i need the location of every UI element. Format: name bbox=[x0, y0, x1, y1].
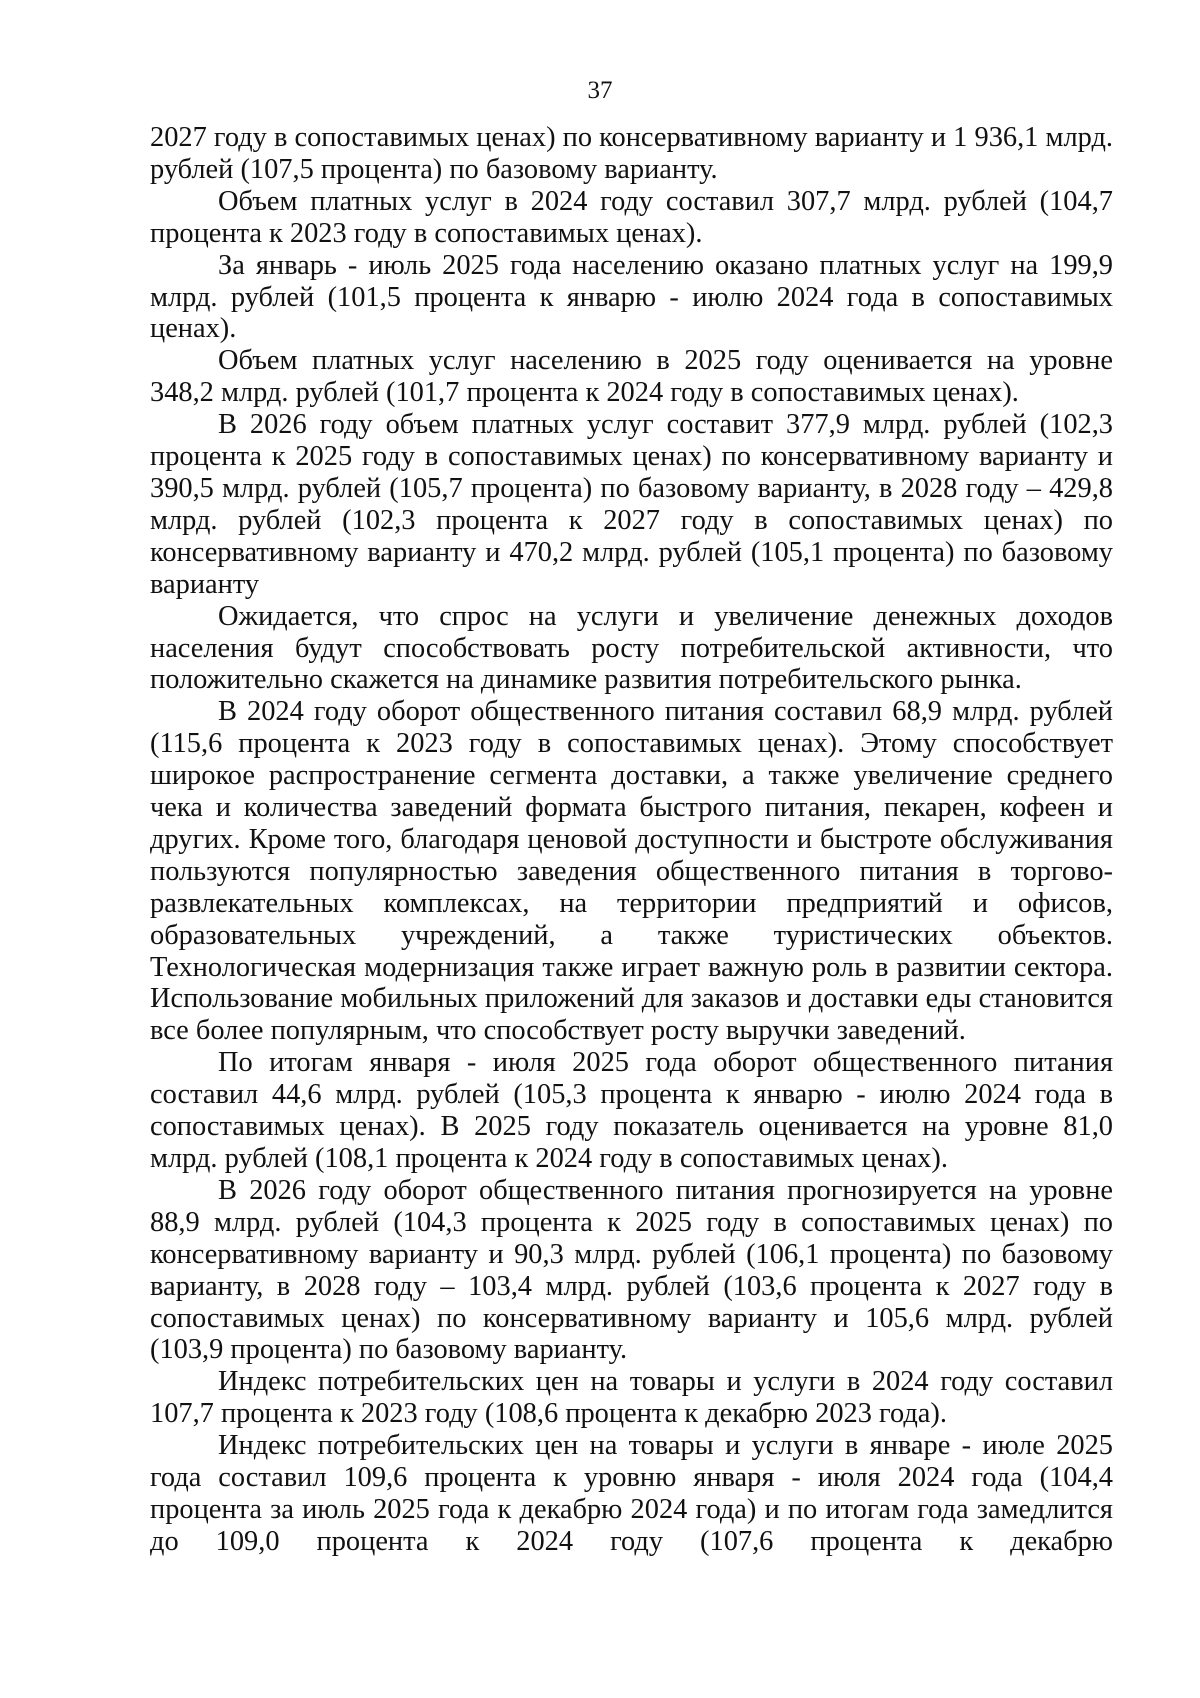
paragraph-paid-services-2025-estimate: Объем платных услуг населению в 2025 году оценивается на уровне 348,2 млрд. рублей (101,7 процента к 2024 году в сопоставимых ценах). bbox=[150, 345, 1113, 409]
paragraph-paid-services-jan-jul-2025: За январь - июль 2025 года населению оказано платных услуг на 199,9 млрд. рублей (101,5 процента к январю - июлю 2024 года в сопоставимых ценах). bbox=[150, 249, 1113, 345]
paragraph-catering-jan-jul-2025: По итогам января - июля 2025 года оборот общественного питания составил 44,6 млрд. рублей (105,3 процента к январю - июлю 2024 года в сопоставимых ценах). В 2025 году показатель оценивается на уровне 81,0 млрд. рублей (108,1 процента к 2024 году в сопоставимых ценах). bbox=[150, 1047, 1113, 1174]
paragraph-consumer-activity: Ожидается, что спрос на услуги и увеличение денежных доходов населения будут способствовать росту потребительской активности, что положительно скажется на динамике развития потребительского рынка. bbox=[150, 600, 1113, 696]
paragraph-paid-services-2024: Объем платных услуг в 2024 году составил 307,7 млрд. рублей (104,7 процента к 2023 году в сопоставимых ценах). bbox=[150, 185, 1113, 249]
paragraph-paid-services-forecast: В 2026 году объем платных услуг составит 377,9 млрд. рублей (102,3 процента к 2025 году в сопоставимых ценах) по консервативному варианту и 390,5 млрд. рублей (105,7 процента) по базовому варианту, в 2028 году – 429,8 млрд. рублей (102,3 процента к 2027 году в сопоставимых ценах) по консервативному варианту и 470,2 млрд. рублей (105,1 процента) по базовому варианту bbox=[150, 409, 1113, 600]
paragraph-cpi-2024: Индекс потребительских цен на товары и услуги в 2024 году составил 107,7 процента к 2023 году (108,6 процента к декабрю 2023 года). bbox=[150, 1366, 1113, 1430]
document-body bbox=[150, 122, 1113, 1558]
paragraph-continuation: 2027 году в сопоставимых ценах) по консервативному варианту и 1 936,1 млрд. рублей (107,5 процента) по базовому варианту. bbox=[150, 122, 1113, 185]
paragraph-catering-2024: В 2024 году оборот общественного питания составил 68,9 млрд. рублей (115,6 процента к 2023 году в сопоставимых ценах). Этому способствует широкое распространение сегмента доставки, а также увеличение среднего чека и количества заведений формата быстрого питания, пекарен, кофеен и других. Кроме того, благодаря ценовой доступности и быстроте обслуживания пользуются популярностью заведения общественного питания в торгово-развлекательных комплексах, на территории предприятий и офисов, образовательных учреждений, а также туристических объектов. Технологическая модернизация также играет важную роль в развитии сектора. Использование мобильных приложений для заказов и доставки еды становится все более популярным, что способствует росту выручки заведений. bbox=[150, 696, 1113, 1047]
page-number: 37 bbox=[587, 77, 613, 104]
paragraph-cpi-2025: Индекс потребительских цен на товары и услуги в январе - июле 2025 года составил 109,6 процента к уровню января - июля 2024 года (104,4 процента за июль 2025 года к декабрю 2024 года) и по итогам года замедлится до 109,0 процента к 2024 году (107,6 процента к декабрю bbox=[150, 1430, 1113, 1557]
paragraph-catering-forecast: В 2026 году оборот общественного питания прогнозируется на уровне 88,9 млрд. рублей (104,3 процента к 2025 году в сопоставимых ценах) по консервативному варианту и 90,3 млрд. рублей (106,1 процента) по базовому варианту, в 2028 году – 103,4 млрд. рублей (103,6 процента к 2027 году в сопоставимых ценах) по консервативному варианту и 105,6 млрд. рублей (103,9 процента) по базовому варианту. bbox=[150, 1174, 1113, 1366]
